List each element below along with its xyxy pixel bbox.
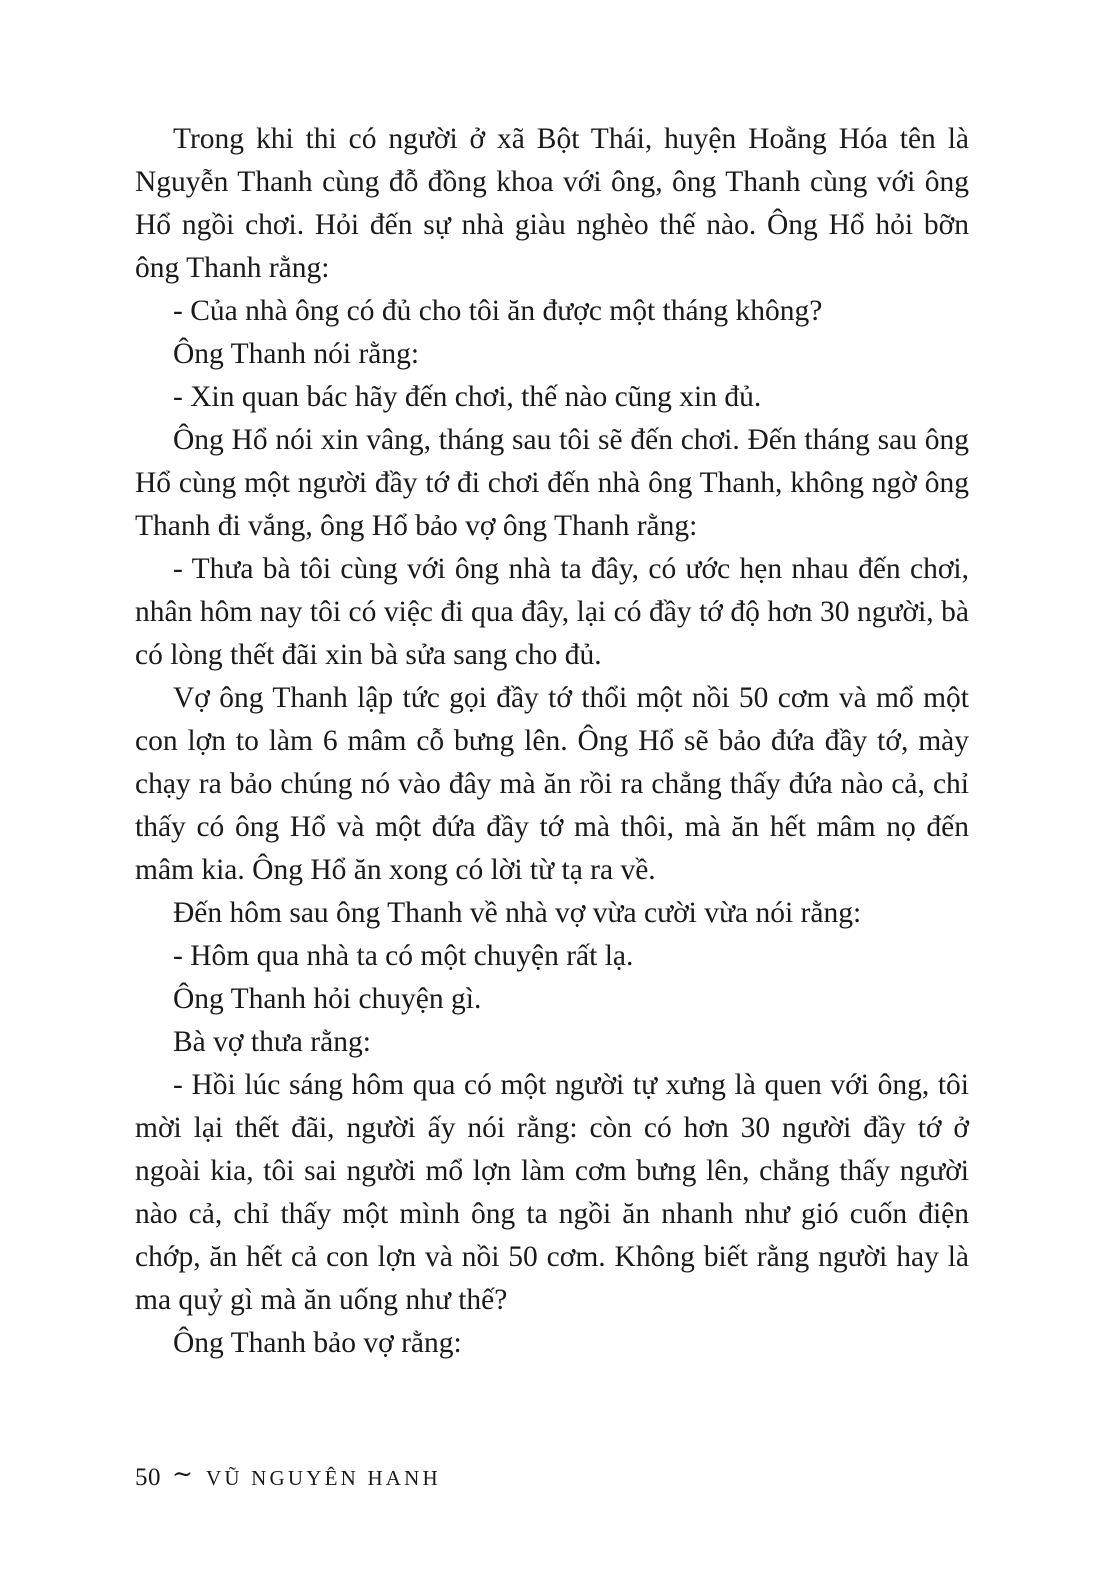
page-number: 50 — [135, 1464, 161, 1491]
paragraph: - Của nhà ông có đủ cho tôi ăn được một tháng không? — [173, 295, 823, 327]
paragraph: Ông Hổ nói xin vâng, tháng sau tôi sẽ đến chơi. Đến tháng sau ông Hổ cùng một người đầy tớ đi chơi đến nhà ông Thanh, không ngờ ông Thanh đi vắng, ông Hổ bảo vợ ông Thanh rằng: — [135, 424, 969, 542]
page-footer — [135, 1462, 441, 1492]
paragraph: Vợ ông Thanh lập tức gọi đầy tớ thổi một nồi 50 cơm và mổ một con lợn to làm 6 mâm cỗ bưng lên. Ông Hổ sẽ bảo đứa đầy tớ, mày chạy ra bảo chúng nó vào đây mà ăn rồi ra chẳng thấy đứa nào cả, chỉ thấy có ông Hổ và một đứa đầy tớ mà thôi, mà ăn hết mâm nọ đến mâm kia. Ông Hổ ăn xong có lời từ tạ ra về. — [135, 682, 969, 886]
paragraph: Ông Thanh hỏi chuyện gì. — [173, 983, 482, 1015]
paragraph: Bà vợ thưa rằng: — [173, 1026, 371, 1058]
paragraph: Đến hôm sau ông Thanh về nhà vợ vừa cười vừa nói rằng: — [173, 897, 862, 929]
swash-separator-icon: ∼ — [172, 1461, 193, 1488]
paragraph: - Xin quan bác hãy đến chơi, thế nào cũng xin đủ. — [173, 381, 762, 413]
paragraph: - Hồi lúc sáng hôm qua có một người tự xưng là quen với ông, tôi mời lại thết đãi, người ấy nói rằng: còn có hơn 30 người đầy tớ ở ngoài kia, tôi sai người mổ lợn làm cơm bưng lên, chẳng thấy người nào cả, chỉ thấy một mình ông ta ngồi ăn nhanh như gió cuốn điện chớp, ăn hết cả con lợn và nồi 50 cơm. Không biết rằng người hay là ma quỷ gì mà ăn uống như thế? — [135, 1069, 969, 1316]
paragraph: - Thưa bà tôi cùng với ông nhà ta đây, có ước hẹn nhau đến chơi, nhân hôm nay tôi có việc đi qua đây, lại có đầy tớ độ hơn 30 người, bà có lòng thết đãi xin bà sửa sang cho đủ. — [135, 553, 969, 671]
paragraph: - Hôm qua nhà ta có một chuyện rất lạ. — [173, 940, 634, 972]
page-text-column — [135, 118, 969, 1365]
paragraph: Ông Thanh bảo vợ rằng: — [173, 1327, 462, 1359]
author-name: VŨ NGUYÊN HANH — [205, 1466, 441, 1490]
paragraph: Trong khi thi có người ở xã Bột Thái, huyện Hoằng Hóa tên là Nguyễn Thanh cùng đỗ đồng khoa với ông, ông Thanh cùng với ông Hổ ngồi chơi. Hỏi đến sự nhà giàu nghèo thế nào. Ông Hổ hỏi bỡn ông Thanh rằng: — [135, 123, 969, 284]
paragraph: Ông Thanh nói rằng: — [173, 338, 420, 370]
